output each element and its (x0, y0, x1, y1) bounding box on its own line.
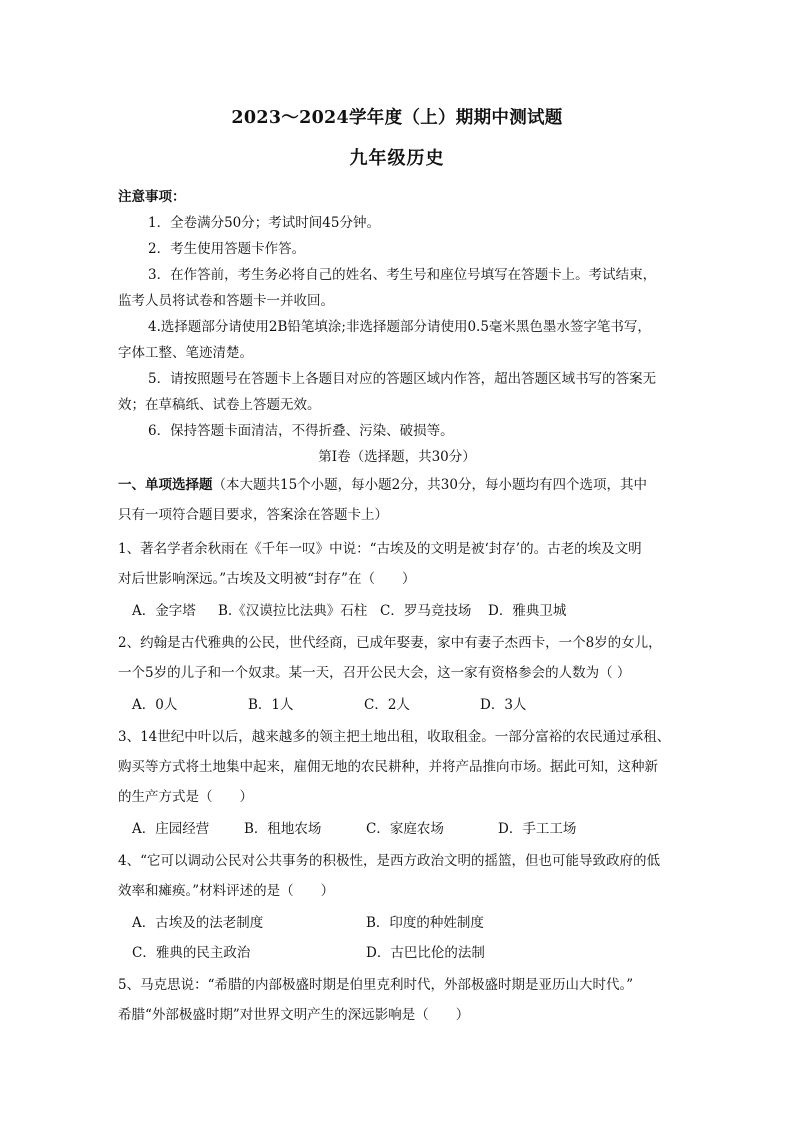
option-d: D．3人 (480, 697, 527, 713)
notice-item: 2．考生使用答题卡作答。 (148, 241, 306, 257)
section-heading (118, 474, 688, 496)
question-text: 一个5岁的儿子和一个奴隶。某一天，召开公民大会，这一家有资格参会的人数为（ ） (118, 665, 631, 681)
question-text: 5、马克思说：“希腊的内部极盛时期是伯里克利时代，外部极盛时期是亚历山大时代。” (118, 977, 634, 993)
option-c: C．雅典的民主政治 (132, 945, 251, 961)
question-text: 对后世影响深远。”古埃及文明被“封存”在（ ） (118, 571, 416, 587)
option-c: C．2人 (364, 697, 410, 713)
option-c: C．罗马竞技场 (380, 603, 472, 619)
section-heading-line2: 只有一项符合题目要求，答案涂在答题卡上） (118, 507, 388, 523)
question-text: 2、约翰是古代雅典的公民，世代经商，已成年娶妻，家中有妻子杰西卡，一个8岁的女儿， (118, 635, 662, 651)
option-a: A．金字塔 (132, 603, 196, 619)
question-text: 的生产方式是（ ） (118, 789, 253, 805)
option-d: D．雅典卫城 (488, 603, 567, 619)
notice-item: 字体工整、笔迹清楚。 (118, 345, 253, 361)
option-a: A．庄园经营 (132, 821, 210, 837)
notice-item: 效；在草稿纸、试卷上答题无效。 (118, 397, 321, 413)
option-b: B．租地农场 (244, 821, 322, 837)
notice-item: 1．全卷满分50分；考试时间45分钟。 (148, 215, 380, 231)
notice-item: 6．保持答题卡面清洁，不得折叠、污染、破损等。 (148, 423, 454, 439)
section-heading-desc: （本大题共15个小题，每小题2分，共30分，每小题均有四个选项，其中 (212, 477, 647, 493)
question-text: 1、著名学者余秋雨在《千年一叹》中说：“古埃及的文明是被‘封存’的。古老的埃及文明 (118, 541, 642, 557)
option-d: D．手工工场 (498, 821, 577, 837)
notice-heading: 注意事项： (118, 189, 186, 205)
section-title: 第Ⅰ卷（选择题，共30分） (318, 449, 476, 465)
exam-subtitle: 九年级历史 (349, 148, 445, 169)
option-b: B．印度的种姓制度 (366, 915, 484, 931)
question-text: 4、“它可以调动公民对公共事务的积极性，是西方政治文明的摇篮，但也可能导致政府的低 (118, 853, 660, 869)
exam-title: 2023～2024学年度（上）期期中测试题 (231, 108, 563, 128)
question-text: 3、14世纪中叶以后，越来越多的领主把土地出租，收取租金。一部分富裕的农民通过承租、 (118, 729, 671, 745)
option-b: B.《汉谟拉比法典》石柱 (218, 603, 368, 619)
question-text: 效率和瘫痪。”材料评述的是（ ） (118, 883, 335, 899)
notice-item: 3．在作答前，考生务必将自己的姓名、考生号和座位号填写在答题卡上。考试结束， (148, 267, 657, 283)
option-b: B．1人 (248, 697, 294, 713)
option-a: A．古埃及的法老制度 (132, 915, 264, 931)
notice-item: 5．请按照题号在答题卡上各题目对应的答题区域内作答，超出答题区域书写的答案无 (148, 371, 657, 387)
notice-item: 监考人员将试卷和答题卡一并收回。 (118, 293, 334, 309)
option-d: D．古巴比伦的法制 (366, 945, 485, 961)
option-c: C．家庭农场 (366, 821, 444, 837)
notice-item: 4.选择题部分请使用2B铅笔填涂;非选择题部分请使用0.5毫米黑色墨水签字笔书写， (148, 319, 651, 335)
option-a: A．0人 (132, 697, 178, 713)
section-heading-label: 一、单项选择题 (118, 477, 213, 493)
question-text: 购买等方式将土地集中起来，雇佣无地的农民耕种，并将产品推向市场。据此可知，这种新 (118, 759, 658, 775)
question-text: 希腊“外部极盛时期”对世界文明产生的深远影响是（ ） (118, 1007, 470, 1023)
